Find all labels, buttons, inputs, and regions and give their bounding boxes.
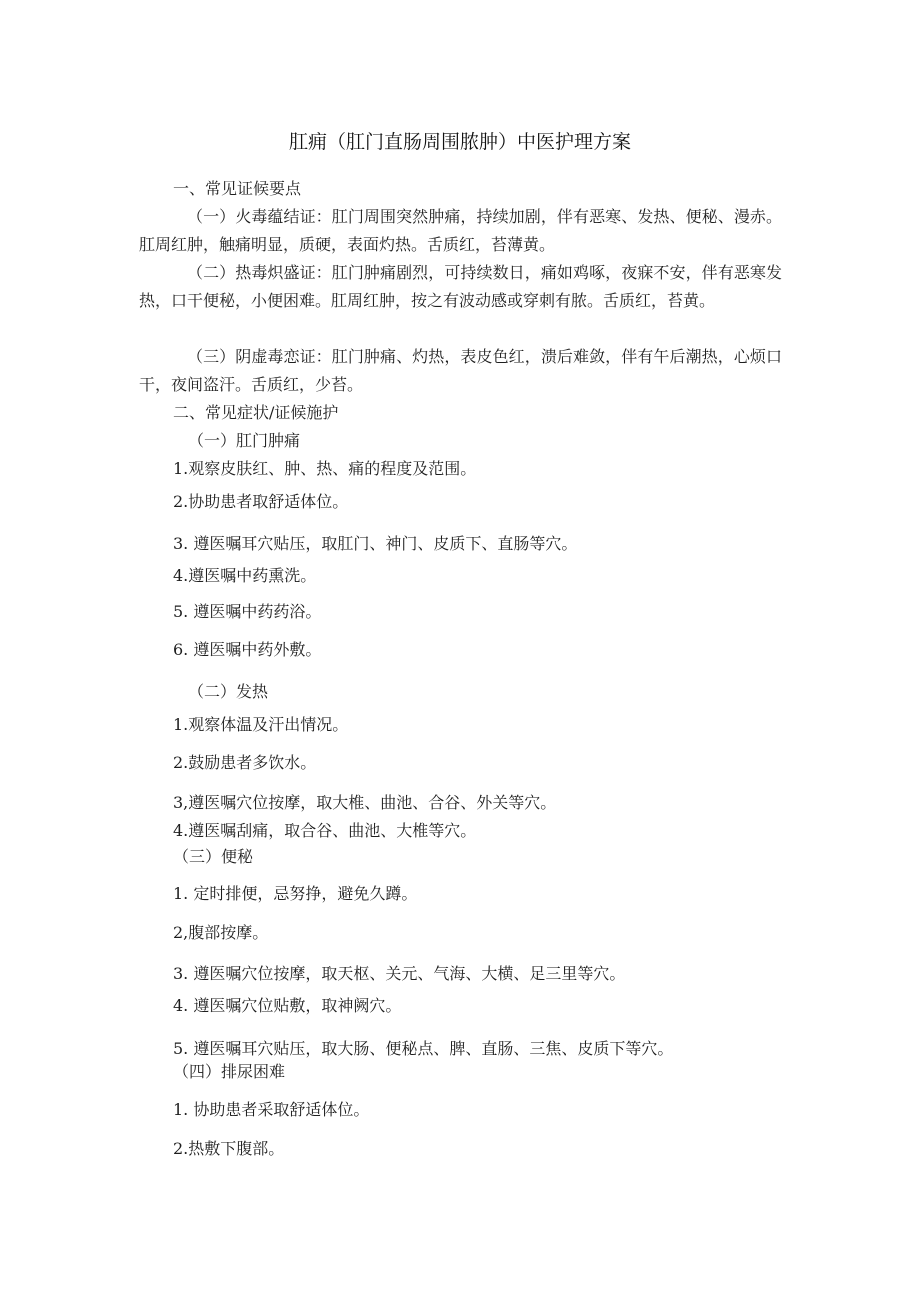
sub2-item-3: 3,遵医嘱穴位按摩，取大椎、曲池、合谷、外关等穴。 [173, 793, 557, 812]
sub3-item-5: 5. 遵医嘱耳穴贴压，取大肠、便秘点、脾、直肠、三焦、皮质下等穴。 [173, 1039, 674, 1058]
sub3-item-1: 1. 定时排便，忌努挣，避免久蹲。 [173, 884, 418, 903]
sub1-item-2: 2.协助患者取舒适体位。 [173, 492, 349, 511]
section1-paragraph-1: （一）火毒蕴结证：肛门周围突然肿痛，持续加剧，伴有恶寒、发热、便秘、漫赤。肛周红肿，触痛明显，质硬，表面灼热。舌质红，苔薄黄。 [139, 207, 782, 254]
sub3-item-4: 4. 遵医嘱穴位贴敷，取神阙穴。 [173, 996, 402, 1015]
section1-paragraph-3: （三）阴虚毒恋证：肛门肿痛、灼热，表皮色红，溃后难敛，伴有午后潮热，心烦口干，夜间盗汗。舌质红，少苔。 [139, 347, 782, 394]
sub2-item-2: 2.鼓励患者多饮水。 [173, 753, 317, 772]
sub4-heading: （四）排尿困难 [173, 1062, 286, 1081]
sub1-item-6: 6. 遵医嘱中药外敷。 [173, 640, 322, 659]
sub3-item-3: 3. 遵医嘱穴位按摩，取天枢、关元、气海、大横、足三里等穴。 [173, 964, 626, 983]
section1-heading: 一、常见证候要点 [173, 179, 302, 198]
sub4-item-1: 1. 协助患者采取舒适体位。 [173, 1100, 370, 1119]
document-title: 肛痈（肛门直肠周围脓肿）中医护理方案 [288, 131, 631, 153]
sub3-item-2: 2,腹部按摩。 [173, 923, 269, 942]
sub1-item-1: 1.观察皮肤红、肿、热、痛的程度及范围。 [173, 459, 477, 478]
section2-heading: 二、常见症状/证候施护 [173, 403, 339, 422]
sub4-item-2: 2.热敷下腹部。 [173, 1139, 285, 1158]
sub2-item-4: 4.遵医嘱刮痛，取合谷、曲池、大椎等穴。 [173, 821, 477, 840]
sub1-item-5: 5. 遵医嘱中药药浴。 [173, 602, 322, 621]
sub1-item-3: 3. 遵医嘱耳穴贴压，取肛门、神门、皮质下、直肠等穴。 [173, 534, 578, 553]
sub3-heading: （三）便秘 [173, 847, 254, 866]
section1-paragraph-2: （二）热毒炽盛证：肛门肿痛剧烈，可持续数日，痛如鸡啄，夜寐不安，伴有恶寒发热，口干便秘，小便困难。肛周红肿，按之有波动感或穿刺有脓。舌质红，苔黄。 [139, 263, 782, 310]
sub2-heading: （二）发热 [188, 682, 269, 701]
sub2-item-1: 1.观察体温及汗出情况。 [173, 715, 349, 734]
sub1-heading: （一）肛门肿痛 [188, 431, 301, 450]
sub1-item-4: 4.遵医嘱中药熏洗。 [173, 566, 317, 585]
